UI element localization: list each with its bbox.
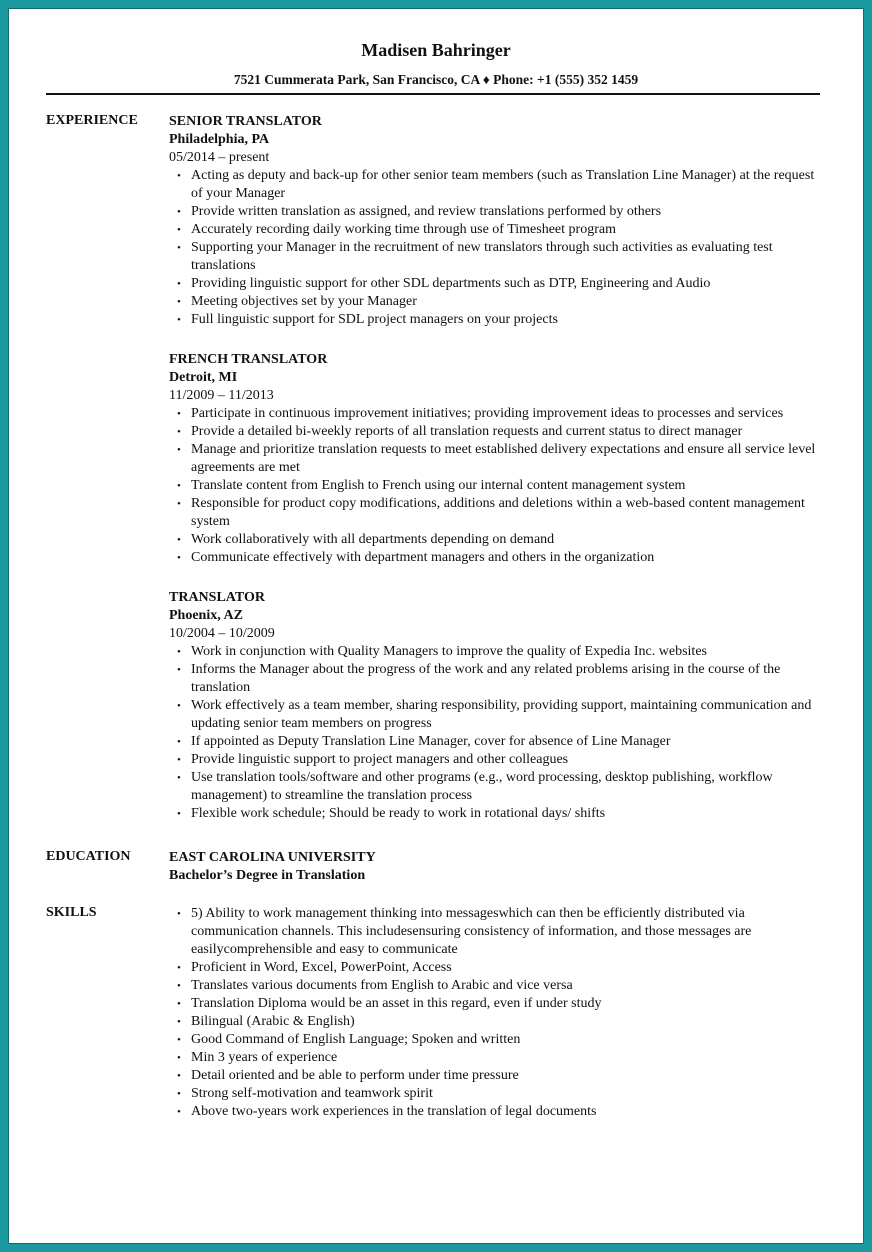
list-item: • Participate in continuous improvement initiatives; providing improvement ideas to processes and services xyxy=(191,405,829,423)
job-entry xyxy=(169,589,829,823)
education-entry xyxy=(169,849,829,885)
skills-heading: SKILLS xyxy=(46,905,97,920)
list-item: • Above two-years work experiences in the translation of legal documents xyxy=(191,1103,829,1121)
list-item: • Strong self-motivation and teamwork spirit xyxy=(191,1085,829,1103)
list-item: • Work collaboratively with all departments depending on demand xyxy=(191,531,829,549)
education-heading: EDUCATION xyxy=(46,849,131,864)
list-item: • Flexible work schedule; Should be ready to work in rotational days/ shifts xyxy=(191,805,829,823)
skills-entry xyxy=(169,905,829,1121)
list-item: • Supporting your Manager in the recruitment of new translators through such activities as evaluating test translations xyxy=(191,239,829,275)
experience-heading: EXPERIENCE xyxy=(46,113,138,128)
job-title: FRENCH TRANSLATOR xyxy=(169,352,328,367)
resume-page xyxy=(8,8,864,1244)
list-item: • Manage and prioritize translation requests to meet established delivery expectations and ensure all service level agreements are met xyxy=(191,441,829,477)
job-entry xyxy=(169,113,829,329)
list-item: • Translate content from English to French using our internal content management system xyxy=(191,477,829,495)
job-title: TRANSLATOR xyxy=(169,590,265,605)
job-dates: 11/2009 – 11/2013 xyxy=(169,388,274,403)
list-item: • Accurately recording daily working time through use of Timesheet program xyxy=(191,221,829,239)
list-item: • Provide a detailed bi-weekly reports of all translation requests and current status to direct manager xyxy=(191,423,829,441)
list-item: • Translates various documents from English to Arabic and vice versa xyxy=(191,977,829,995)
job-bullets xyxy=(169,405,829,567)
job-title: SENIOR TRANSLATOR xyxy=(169,114,322,129)
job-location: Phoenix, AZ xyxy=(169,608,243,623)
skills-list xyxy=(169,905,829,1121)
school-name: EAST CAROLINA UNIVERSITY xyxy=(169,850,376,865)
list-item: • Bilingual (Arabic & English) xyxy=(191,1013,829,1031)
job-location: Philadelphia, PA xyxy=(169,132,270,147)
list-item: • Full linguistic support for SDL project managers on your projects xyxy=(191,311,829,329)
list-item: • Provide written translation as assigned, and review translations performed by others xyxy=(191,203,829,221)
degree: Bachelor’s Degree in Translation xyxy=(169,868,366,883)
list-item: • Providing linguistic support for other SDL departments such as DTP, Engineering and Audio xyxy=(191,275,829,293)
list-item: • Detail oriented and be able to perform under time pressure xyxy=(191,1067,829,1085)
list-item: • Acting as deputy and back-up for other senior team members (such as Translation Line Manager) at the request of your Manager xyxy=(191,167,829,203)
list-item: • Work effectively as a team member, sharing responsibility, providing support, maintaining communication and updating senior team members on progress xyxy=(191,697,829,733)
list-item: • Provide linguistic support to project managers and other colleagues xyxy=(191,751,829,769)
list-item: • Translation Diploma would be an asset in this regard, even if under study xyxy=(191,995,829,1013)
list-item: • Use translation tools/software and other programs (e.g., word processing, desktop publishing, workflow management) to streamline the translation process xyxy=(191,769,829,805)
job-dates: 05/2014 – present xyxy=(169,150,270,165)
list-item: • Informs the Manager about the progress of the work and any related problems arising in the course of the translation xyxy=(191,661,829,697)
list-item: • Meeting objectives set by your Manager xyxy=(191,293,829,311)
page-frame xyxy=(4,4,868,1248)
list-item: • Communicate effectively with department managers and others in the organization xyxy=(191,549,829,567)
list-item: • Good Command of English Language; Spoken and written xyxy=(191,1031,829,1049)
list-item: • Min 3 years of experience xyxy=(191,1049,829,1067)
job-location: Detroit, MI xyxy=(169,370,238,385)
header-divider xyxy=(46,93,820,95)
list-item: • If appointed as Deputy Translation Line Manager, cover for absence of Line Manager xyxy=(191,733,829,751)
list-item: • Responsible for product copy modifications, additions and deletions within a web-based content management system xyxy=(191,495,829,531)
list-item: • 5) Ability to work management thinking into messageswhich can then be efficiently distributed via communication channels. This includesensuring consistency of information, and those messages are easilycomprehensible and easy to communicate xyxy=(191,905,829,959)
list-item: • Proficient in Word, Excel, PowerPoint, Access xyxy=(191,959,829,977)
job-bullets xyxy=(169,167,829,329)
job-entry xyxy=(169,351,829,567)
contact-info: 7521 Cummerata Park, San Francisco, CA ♦ Phone: +1 (555) 352 1459 xyxy=(233,72,639,87)
list-item: • Work in conjunction with Quality Managers to improve the quality of Expedia Inc. websites xyxy=(191,643,829,661)
job-dates: 10/2004 – 10/2009 xyxy=(169,626,275,641)
candidate-name: Madisen Bahringer xyxy=(361,40,511,60)
job-bullets xyxy=(169,643,829,823)
